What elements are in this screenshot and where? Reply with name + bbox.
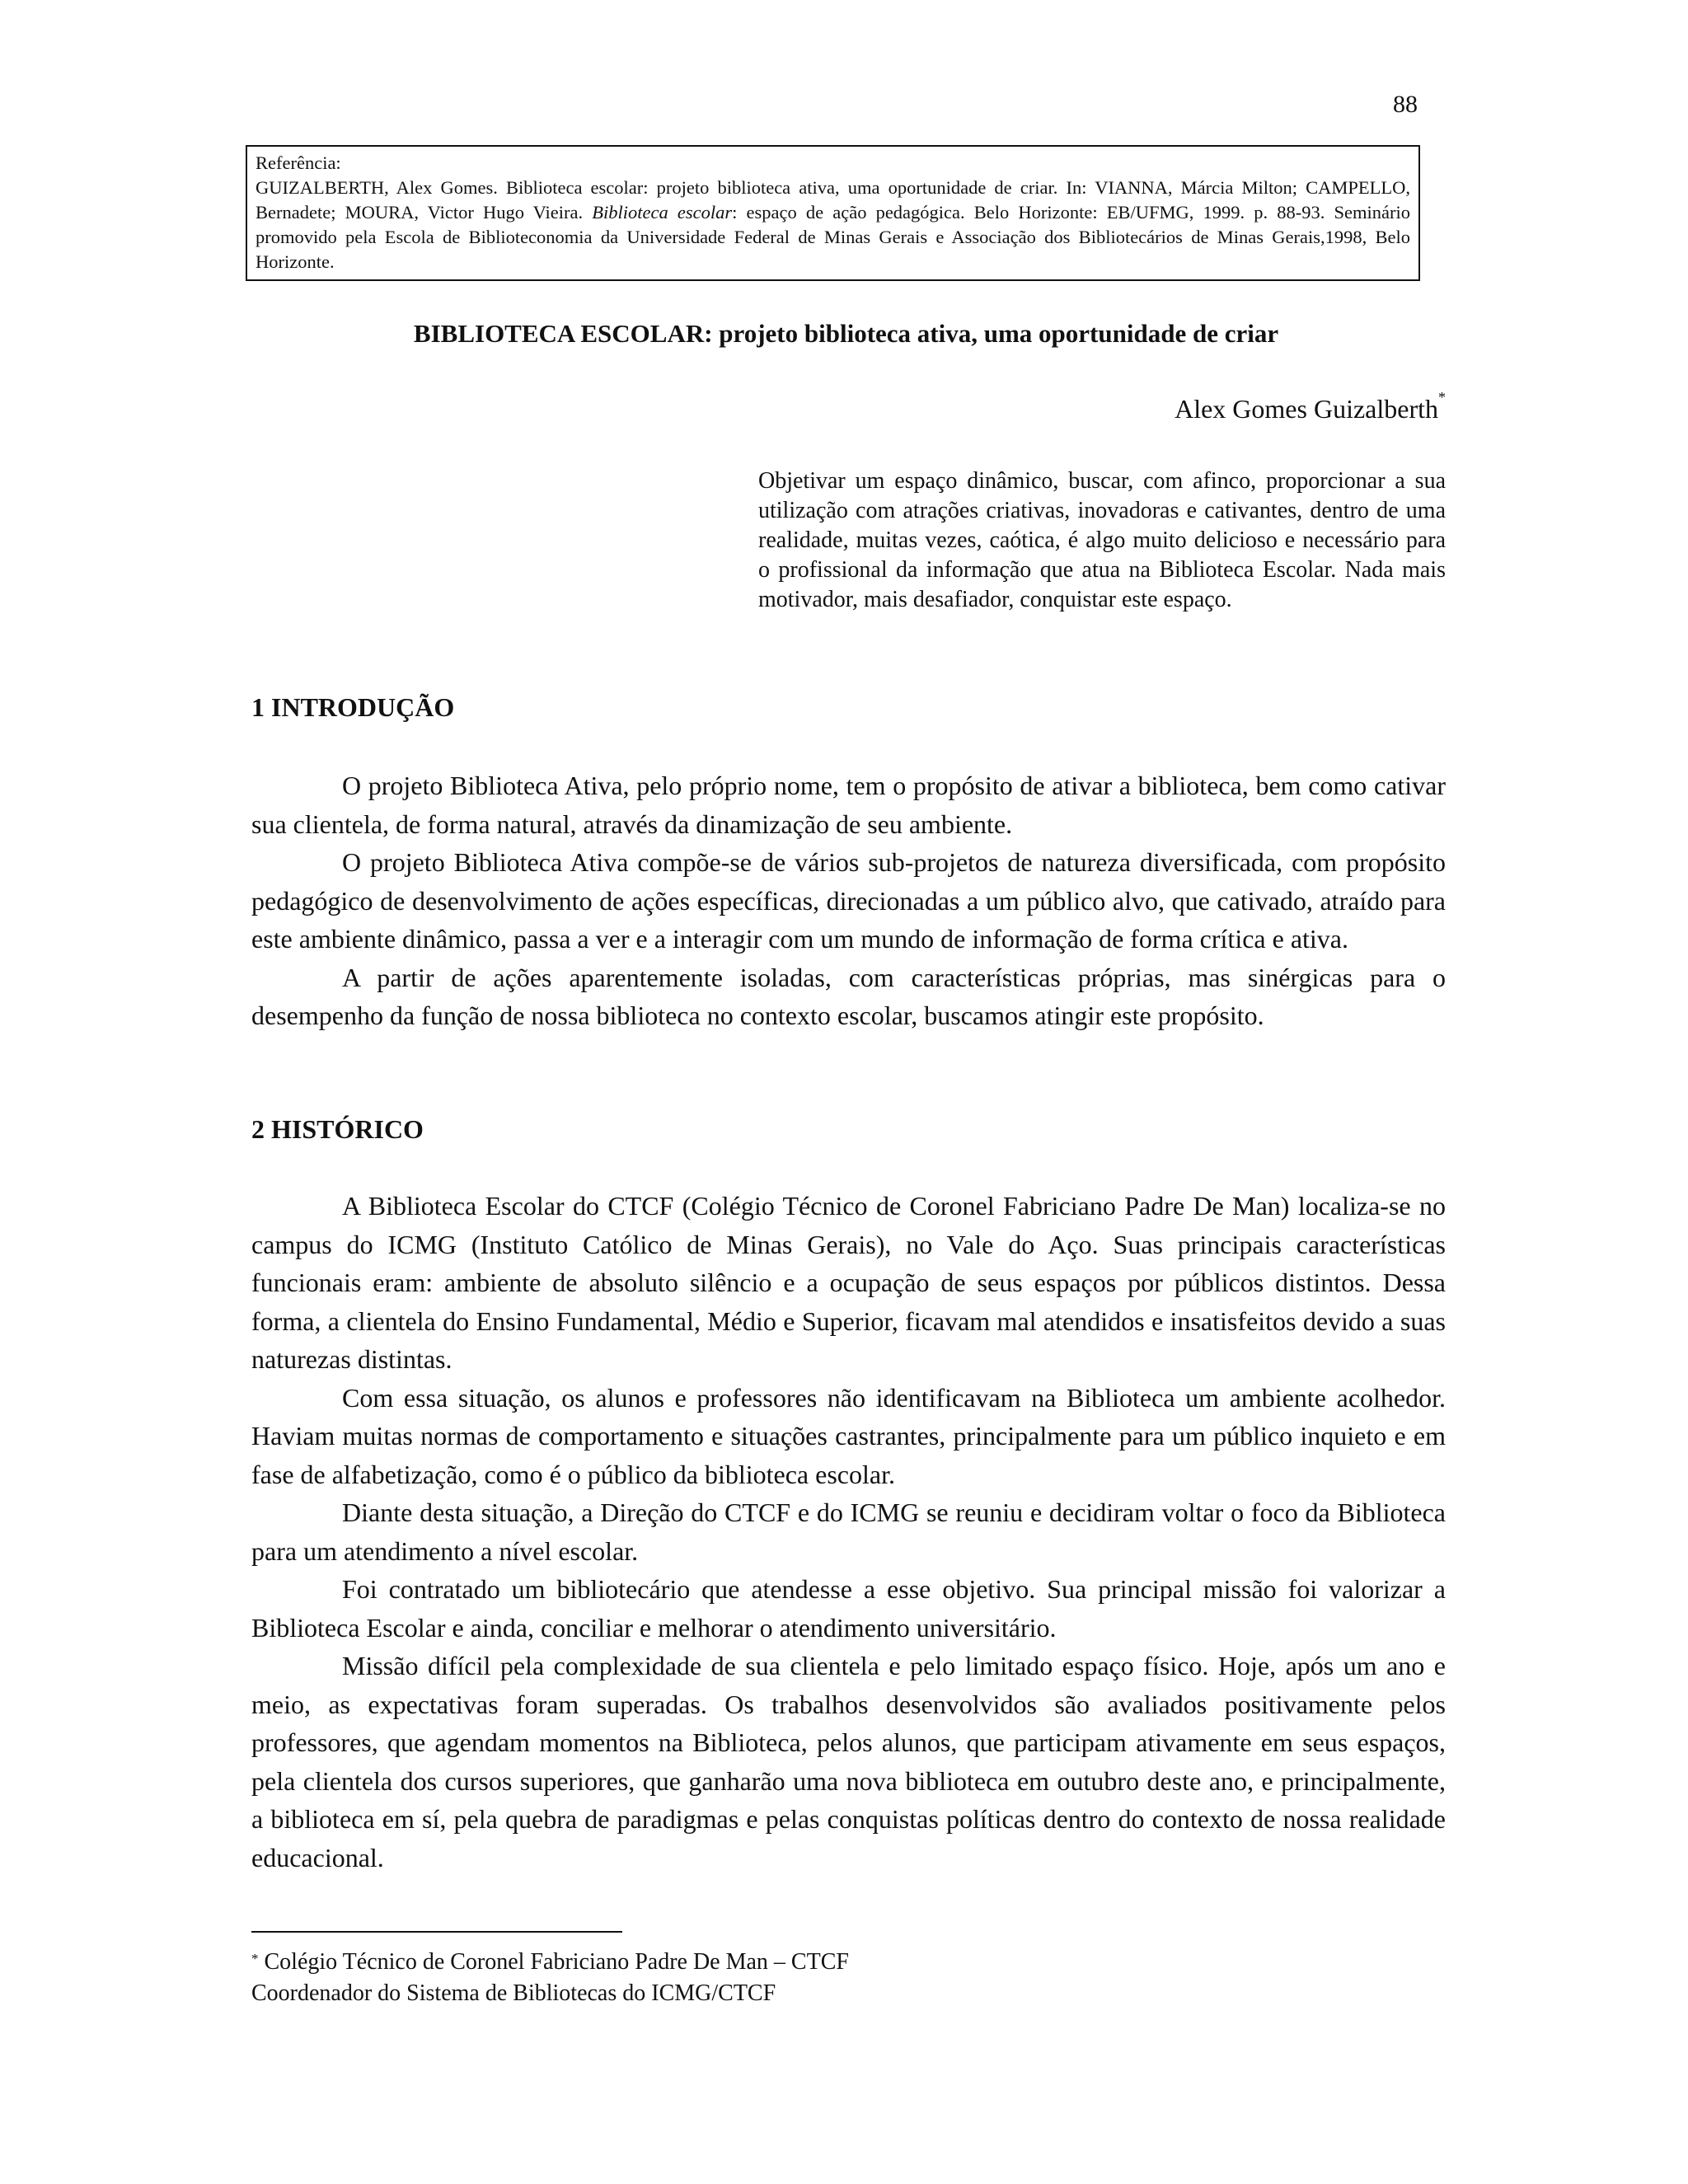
paragraph: A Biblioteca Escolar do CTCF (Colégio Técnico de Coronel Fabriciano Padre De Man) localiza-se no campus do ICMG (Instituto Católico de Minas Gerais), no Vale do Aço. Suas principais características funcionais eram: ambiente de absoluto silêncio e a ocupação de seus espaços por públicos distintos. Dessa forma, a clientela do Ensino Fundamental, Médio e Superior, ficavam mal atendidos e insatisfeitos devido a suas naturezas distintas. bbox=[251, 1191, 1446, 1374]
author-name: Alex Gomes Guizalberth bbox=[1175, 394, 1438, 424]
paragraph: Foi contratado um bibliotecário que atendesse a esse objetivo. Sua principal missão foi valorizar a Biblioteca Escolar e ainda, conciliar e melhorar o atendimento universitário. bbox=[251, 1574, 1446, 1643]
footnote-affiliation: Colégio Técnico de Coronel Fabriciano Padre De Man – CTCF bbox=[258, 1949, 849, 1975]
section-body-introducao bbox=[251, 766, 1446, 1035]
article-title: BIBLIOTECA ESCOLAR: projeto biblioteca ativa, uma oportunidade de criar bbox=[413, 319, 1279, 348]
reference-citation bbox=[256, 176, 1410, 274]
paragraph: Diante desta situação, a Direção do CTCF e do ICMG se reuniu e decidiram voltar o foco da Biblioteca para um atendimento a nível escolar. bbox=[251, 1497, 1446, 1566]
footnote bbox=[251, 1947, 1446, 2009]
footnote-line-1 bbox=[251, 1947, 1446, 1978]
reference-box bbox=[246, 145, 1420, 281]
reference-text-end: : espaço de ação pedagógica. Belo Horizonte: EB/UFMG, 1999. p. 88-93. Seminário promovido pela Escola de Biblioteconomia da Universidade Federal de Minas Gerais e Associação dos Bibliotecários de Minas Gerais,1998, Belo Horizonte. bbox=[256, 202, 1411, 272]
paragraph: Com essa situação, os alunos e professores não identificavam na Biblioteca um ambiente acolhedor. Haviam muitas normas de comportamento e situações castrantes, principalmente para um público inquieto e em fase de alfabetização, como é o público da biblioteca escolar. bbox=[251, 1382, 1446, 1489]
section-heading-introducao: 1 INTRODUÇÃO bbox=[251, 692, 455, 722]
section-heading-historico: 2 HISTÓRICO bbox=[251, 1114, 424, 1144]
paragraph: Missão difícil pela complexidade de sua clientela e pelo limitado espaço físico. Hoje, após um ano e meio, as expectativas foram superadas. Os trabalhos desenvolvidos são avaliados positivamente pelos professores, que agendam momentos na Biblioteca, pelos alunos, que participam ativamente em seus espaços, pela clientela dos cursos superiores, que ganharão uma nova biblioteca em outubro deste ano, e principalmente, a biblioteca em sí, pela quebra de paradigmas e pelas conquistas políticas dentro do contexto de nossa realidade educacional. bbox=[251, 1651, 1446, 1872]
paragraph: O projeto Biblioteca Ativa compõe-se de vários sub-projetos de natureza diversificada, com propósito pedagógico de desenvolvimento de ações específicas, direcionadas a um público alvo, que cativado, atraído para este ambiente dinâmico, passa a ver e a interagir com um mundo de informação de forma crítica e ativa. bbox=[251, 847, 1446, 954]
reference-label: Referência: bbox=[256, 152, 341, 173]
paragraph: A partir de ações aparentemente isoladas, com características próprias, mas sinérgicas para o desempenho da função de nossa biblioteca no contexto escolar, buscamos atingir este propósito. bbox=[251, 962, 1446, 1030]
epigraph: Objetivar um espaço dinâmico, buscar, com afinco, proporcionar a sua utilização com atrações criativas, inovadoras e cativantes, dentro de uma realidade, muitas vezes, caótica, é algo muito delicioso e necessário para o profissional da informação que atua na Biblioteca Escolar. Nada mais motivador, mais desafiador, conquistar este espaço. bbox=[758, 468, 1446, 612]
paragraph: O projeto Biblioteca Ativa, pelo próprio nome, tem o propósito de ativar a biblioteca, bem como cativar sua clientela, de forma natural, através da dinamização de seu ambiente. bbox=[251, 771, 1446, 839]
reference-book-title: Biblioteca escolar bbox=[592, 202, 733, 223]
author-footnote-mark: * bbox=[1438, 389, 1446, 405]
footnote-mark: * bbox=[251, 1951, 259, 1966]
footnote-line-2: Coordenador do Sistema de Bibliotecas do ICMG/CTCF bbox=[251, 1980, 776, 2006]
author-line bbox=[824, 389, 1446, 424]
section-body-historico bbox=[251, 1187, 1446, 1877]
footnote-divider bbox=[251, 1931, 622, 1933]
reference-text-start: GUIZALBERTH, Alex Gomes. Biblioteca escolar: projeto biblioteca ativa, uma oportunidade de criar. In: VIANNA, Márcia Milton; CAMPELLO, Bernadete; MOURA, Victor Hugo Vieira. bbox=[256, 177, 1410, 223]
page-number: 88 bbox=[1393, 91, 1418, 118]
